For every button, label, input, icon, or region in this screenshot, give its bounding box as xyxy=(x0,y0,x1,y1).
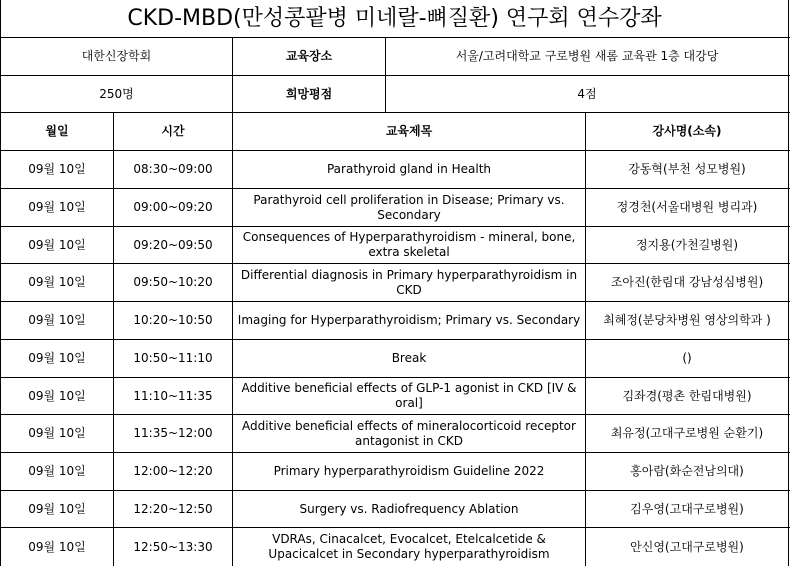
table-row xyxy=(1,340,790,378)
row-topic: VDRAs, Cinacalcet, Evocalcet, Etelcalcetide & Upacicalcet in Secondary hyperparathyroidism xyxy=(233,528,586,566)
col-header-time: 시간 xyxy=(114,113,233,150)
row-time: 12:20~12:50 xyxy=(114,491,233,527)
row-date: 09월 10일 xyxy=(1,151,114,188)
row-time: 11:35~12:00 xyxy=(114,415,233,452)
row-speaker: 정경천(서울대병원 병리과) xyxy=(616,200,758,214)
table-row xyxy=(1,264,790,302)
col-header-speaker: 강사명(소속) xyxy=(652,124,722,138)
capacity: 250명 xyxy=(1,76,233,112)
page-title: CKD-MBD(만성콩팥병 미네랄-뼈질환) 연구회 연수강좌 xyxy=(127,5,662,31)
row-time: 10:50~11:10 xyxy=(114,340,233,377)
info-row-venue xyxy=(1,38,790,76)
table-row xyxy=(1,378,790,415)
row-time: 11:10~11:35 xyxy=(114,378,233,414)
table-row xyxy=(1,189,790,227)
row-date: 09월 10일 xyxy=(1,415,114,452)
row-date: 09월 10일 xyxy=(1,189,114,226)
organizer: 대한신장학회 xyxy=(1,38,233,75)
row-date: 09월 10일 xyxy=(1,302,114,339)
row-topic: Primary hyperparathyroidism Guideline 2022 xyxy=(233,453,586,490)
row-speaker: 강동혁(부천 성모병원) xyxy=(628,162,746,176)
row-speaker: 최혜정(분당차병원 영상의학과 ) xyxy=(603,313,771,327)
row-topic: Break xyxy=(233,340,586,377)
table-row xyxy=(1,415,790,453)
table-row xyxy=(1,151,790,189)
row-date: 09월 10일 xyxy=(1,453,114,490)
venue-label: 교육장소 xyxy=(233,38,386,75)
row-topic: Additive beneficial effects of mineralocorticoid receptor antagonist in CKD xyxy=(233,415,586,452)
row-speaker: 조아진(한림대 강남성심병원) xyxy=(610,275,764,289)
row-speaker: 정지용(가천길병원) xyxy=(635,237,739,252)
row-time: 09:50~10:20 xyxy=(114,264,233,301)
table-row xyxy=(1,528,790,566)
row-speaker: 김좌경(평촌 한림대병원) xyxy=(622,388,752,403)
row-topic: Surgery vs. Radiofrequency Ablation xyxy=(233,491,586,527)
row-speaker: 홍아람(화순전남의대) xyxy=(630,464,744,478)
row-speaker: 김우영(고대구로병원) xyxy=(630,501,744,516)
row-speaker: () xyxy=(682,351,692,365)
row-date: 09월 10일 xyxy=(1,340,114,377)
row-speaker: 안신영(고대구로병원) xyxy=(630,539,744,554)
row-date: 09월 10일 xyxy=(1,264,114,301)
info-row-points xyxy=(1,76,790,113)
row-time: 08:30~09:00 xyxy=(114,151,233,188)
title-row xyxy=(1,0,790,38)
row-time: 12:50~13:30 xyxy=(114,528,233,566)
row-date: 09월 10일 xyxy=(1,528,114,566)
row-speaker: 최유정(고대구로병원 순환기) xyxy=(610,426,764,440)
venue-value: 서울/고려대학교 구로병원 새롬 교육관 1층 대강당 xyxy=(455,49,719,63)
table-row xyxy=(1,302,790,340)
row-topic: Differential diagnosis in Primary hyperparathyroidism in CKD xyxy=(233,264,586,301)
row-topic: Consequences of Hyperparathyroidism - mineral, bone, extra skeletal xyxy=(233,227,586,263)
row-time: 10:20~10:50 xyxy=(114,302,233,339)
row-time: 09:00~09:20 xyxy=(114,189,233,226)
table-row xyxy=(1,491,790,528)
row-topic: Imaging for Hyperparathyroidism; Primary vs. Secondary xyxy=(233,302,586,339)
row-date: 09월 10일 xyxy=(1,378,114,414)
row-time: 12:00~12:20 xyxy=(114,453,233,490)
row-topic: Additive beneficial effects of GLP-1 agonist in CKD [IV & oral] xyxy=(233,378,586,414)
row-topic: Parathyroid gland in Health xyxy=(233,151,586,188)
col-header-topic: 교육제목 xyxy=(233,113,586,150)
row-date: 09월 10일 xyxy=(1,491,114,527)
col-header-date: 월일 xyxy=(1,113,114,150)
row-topic: Parathyroid cell proliferation in Disease; Primary vs. Secondary xyxy=(233,189,586,226)
table-header-row xyxy=(1,113,790,151)
table-row xyxy=(1,227,790,264)
table-row xyxy=(1,453,790,491)
points-value: 4점 xyxy=(577,86,597,101)
points-label: 희망평점 xyxy=(233,76,386,112)
row-time: 09:20~09:50 xyxy=(114,227,233,263)
row-date: 09월 10일 xyxy=(1,227,114,263)
